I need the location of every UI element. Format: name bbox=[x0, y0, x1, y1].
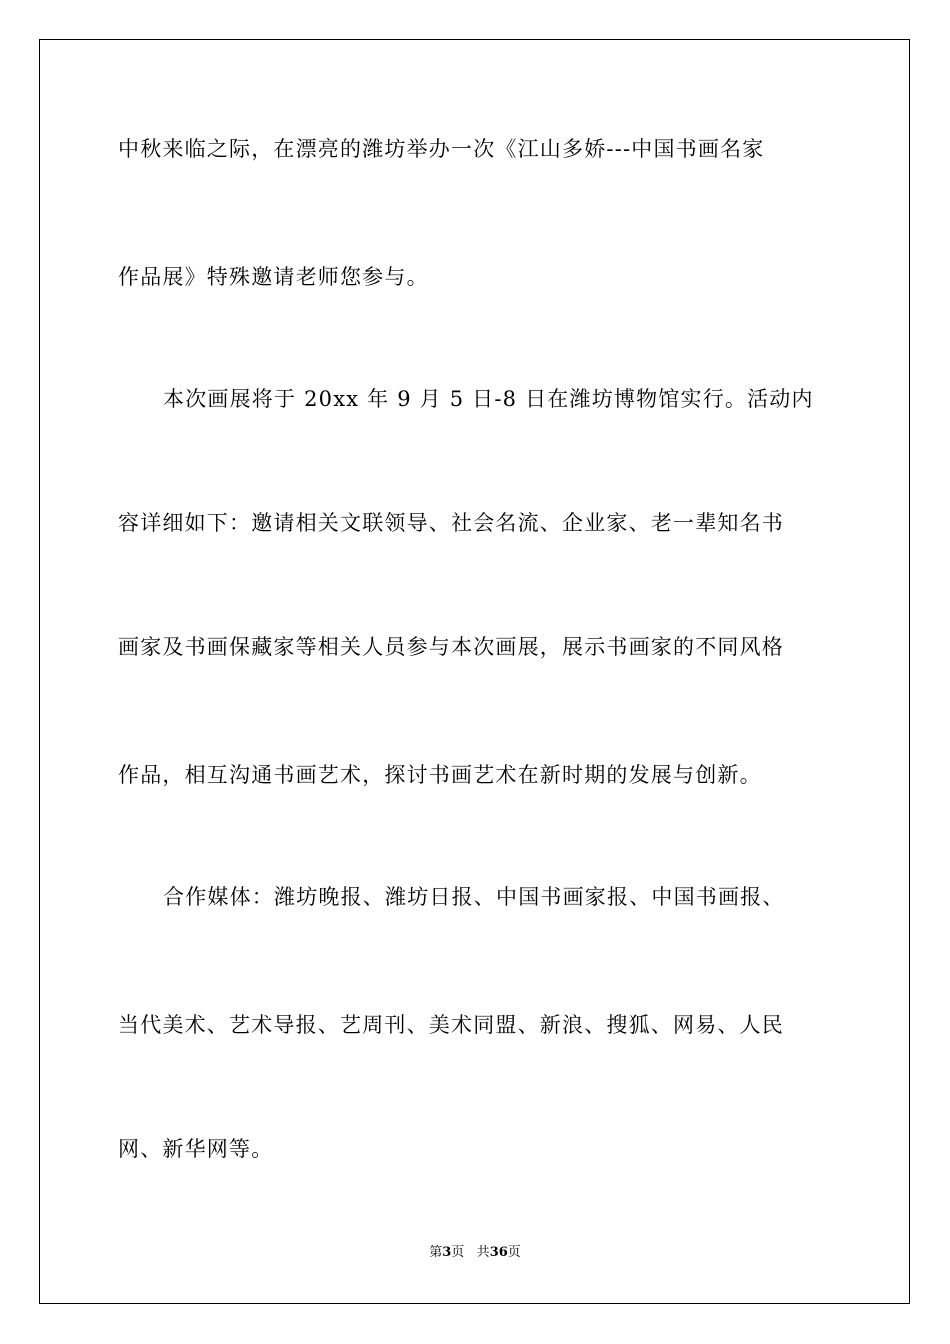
body-line-3: 本次画展将于 20xx 年 9 月 5 日-8 日在潍坊博物馆实行。活动内 bbox=[163, 387, 814, 411]
body-line-2: 作品展》特殊邀请老师您参与。 bbox=[118, 265, 429, 289]
body-line-1: 中秋来临之际，在漂亮的潍坊举办一次《江山多娇---中国书画名家 bbox=[118, 137, 765, 161]
body-line-9: 网、新华网等。 bbox=[118, 1137, 274, 1161]
footer-total-suffix: 页 bbox=[507, 1245, 521, 1260]
footer-page-prefix: 第 bbox=[429, 1245, 443, 1260]
body-line-5: 画家及书画保藏家等相关人员参与本次画展，展示书画家的不同风格 bbox=[118, 635, 784, 659]
body-line-6: 作品，相互沟通书画艺术，探讨书画艺术在新时期的发展与创新。 bbox=[118, 763, 762, 787]
body-line-8: 当代美术、艺术导报、艺周刊、美术同盟、新浪、搜狐、网易、人民 bbox=[118, 1013, 784, 1037]
page-footer bbox=[0, 1244, 950, 1262]
body-line-4: 容详细如下：邀请相关文联领导、社会名流、企业家、老一辈知名书 bbox=[118, 511, 784, 535]
footer-page-suffix: 页 bbox=[451, 1245, 465, 1260]
footer-total-prefix: 共 bbox=[476, 1245, 490, 1260]
footer-total-pages: 36 bbox=[489, 1245, 508, 1260]
footer-page-number: 3 bbox=[442, 1245, 452, 1260]
page-border bbox=[39, 39, 910, 1304]
body-line-7: 合作媒体：潍坊晚报、潍坊日报、中国书画家报、中国书画报、 bbox=[163, 885, 785, 909]
